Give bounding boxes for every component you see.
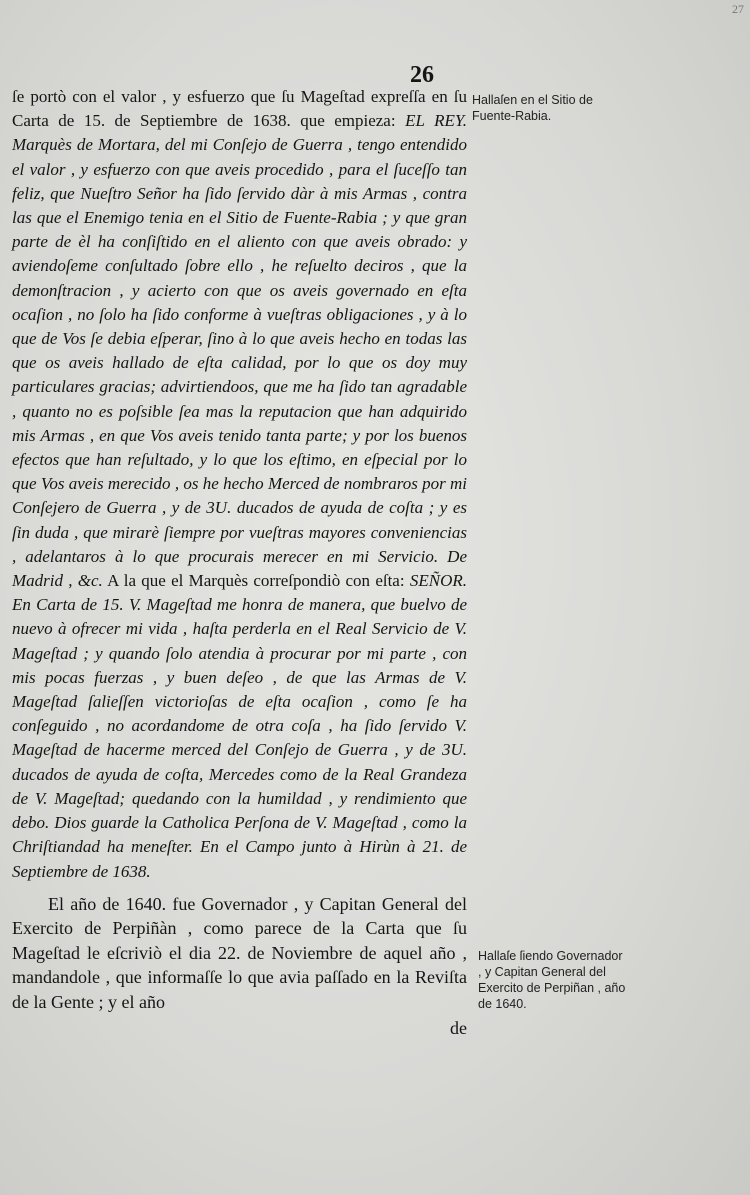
page-number: 26 [410, 62, 434, 88]
marquis-reply-text: SEÑOR. En Carta de 15. V. Mageſtad me honra de manera, que buelvo de nuevo à ofrecer mi vida , haſta perderla en el Real Servicio de V. Mageſtad ; y quando ſolo atendia à procurar por mi parte , con mis pocas fuerzas , y buen deſeo , de que las Armas de V. Mageſtad ſalieſſen victorioſas de eſta ocaſion , como ſe ha conſeguido , no acordandome de otra coſa , ha ſido ſervido V. Mageſtad de hacerme merced del Conſejo de Guerra , y de 3U. ducados de ayuda de coſta, Mercedes como de la Real Grandeza de V. Mageſtad; quedando con la humildad , y rendimiento que debo. Dios guarde la Catholica Perſona de V. Mageſtad , como la Chriſtiandad ha meneſter. En el Campo junto à Hirùn à 21. de Septiembre de 1638. [12, 571, 467, 881]
main-text-column [12, 85, 467, 1040]
catchword: de [450, 1018, 467, 1039]
corner-page-number: 27 [732, 2, 744, 16]
paragraph-intro: ſe portò con el valor , y esfuerzo que ſu Mageſtad expreſſa en ſu Carta de 15. de Septiembre de 1638. que empieza: [12, 87, 467, 131]
paragraph-transition: A la que el Marquès correſpondiò con eſta: [102, 571, 410, 591]
margin-note-perpinan: Hallaſe ſiendo Governador , y Capitan General del Exercito de Perpiñan , año de 1640. [478, 949, 626, 1011]
paragraph-governor: El año de 1640. fue Governador , y Capitan General del Exercito de Perpiñàn , como parece de la Carta que ſu Mageſtad le eſcriviò el dia 22. de Noviembre de aquel año , mandandole , que informaſſe lo que avia paſſado en la Reviſta de la Gente ; y el año [12, 893, 467, 1012]
royal-letter-text: EL REY. Marquès de Mortara, del mi Conſejo de Guerra , tengo entendido el valor , y esfuerzo con que aveis procedido , para el ſuceſſo tan feliz, que Nueſtro Señor ha ſido ſervido dàr à mis Armas , contra las que el Enemigo tenia en el Sitio de Fuente-Rabia ; y que gran parte de èl ha conſiſtido en el aliento con que aveis obrado: y aviendoſeme conſultado ſobre ello , he reſuelto deciros , que la demonſtracion , y acierto con que os aveis governado en eſta ocaſion , no ſolo ha ſido conforme à vueſtras obligaciones , y à lo que de Vos ſe debia eſperar, ſino à lo que aveis hecho en todas las que os aveis hallado de eſta calidad, por lo que os doy muy particulares gracias; advirtiendoos, que me ha ſido tan agradable , quanto no es poſsible ſea mas la reputacion que han adquirido mis Armas , en que Vos aveis tenido tanta parte; y por los buenos efectos que han reſultado, y lo que los eſtimo, en eſpecial por lo que Vos aveis merecido , os he hecho Merced de nombraros por mi Conſejero de Guerra , y de 3U. ducados de ayuda de coſta ; y es ſin duda , que mirarè ſiempre por vueſtras mayores conveniencias , adelantaros à lo que procurais merecer en mi Servicio. De Madrid , &c. [12, 111, 467, 591]
margin-note-fuente-rabia: Hallaſen en el Sitio de Fuente-Rabia. [472, 93, 593, 123]
paragraph-letter [12, 85, 467, 884]
